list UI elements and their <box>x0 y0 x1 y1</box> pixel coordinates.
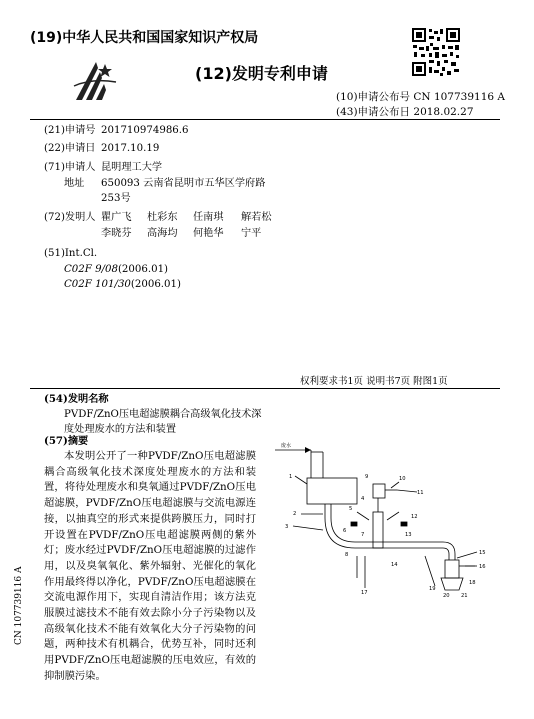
document-type: (12)发明专利申请 <box>195 64 328 83</box>
stats-divider <box>30 388 500 389</box>
application-date-label: (22)申请日 <box>44 143 96 154</box>
callout-label: 3 <box>285 524 289 530</box>
applicant-label: (71)申请人 <box>44 162 96 173</box>
inventor: 杜彩东 <box>147 212 178 223</box>
application-number: 201710974986.6 <box>101 125 189 136</box>
callout-label: 10 <box>399 476 406 482</box>
callout-label: 2 <box>293 511 297 517</box>
application-number-label: (21)申请号 <box>44 125 96 136</box>
page-counts: 权利要求书1页 说明书7页 附图1页 <box>300 376 448 387</box>
side-publication-code: CN 107739116 A <box>14 566 24 645</box>
ipc-code: C02F 101/30 <box>64 279 131 290</box>
callout-label: 12 <box>411 514 418 520</box>
inlet-label: 废水 <box>281 443 292 449</box>
address-label: 地址 <box>64 178 85 189</box>
inventor: 解若松 <box>241 212 272 223</box>
callout-label: 1 <box>289 474 293 480</box>
applicant: 昆明理工大学 <box>101 162 163 173</box>
inventor: 宁平 <box>241 228 262 239</box>
callout-label: 20 <box>443 593 450 598</box>
abstract-label: (57)摘要 <box>44 435 89 447</box>
cnipa-emblem-icon <box>72 58 118 102</box>
application-date: 2017.10.19 <box>101 143 160 154</box>
publication-number: (10)申请公布号 CN 107739116 A <box>336 91 505 103</box>
callout-label: 4 <box>361 496 365 502</box>
callout-label: 14 <box>391 562 398 568</box>
callout-label: 5 <box>349 506 353 512</box>
callout-label: 11 <box>417 490 424 496</box>
address-line-2: 253号 <box>101 193 131 204</box>
invention-title-line-2: 度处理废水的方法和装置 <box>64 424 177 435</box>
callout-label: 15 <box>479 550 486 556</box>
callout-label: 13 <box>405 532 412 538</box>
callout-label: 16 <box>479 564 486 570</box>
ipc-code: C02F 9/08 <box>64 264 118 275</box>
inventor: 何艳华 <box>193 228 224 239</box>
ipc-version: (2006.01) <box>130 279 181 290</box>
invention-title-line-1: PVDF/ZnO压电超滤膜耦合高级氧化技术深 <box>64 409 262 420</box>
ipc-version: (2006.01) <box>117 264 169 275</box>
address-line-1: 650093 云南省昆明市五华区学府路 <box>101 178 266 189</box>
callout-label: 6 <box>343 528 347 534</box>
header-divider <box>30 119 500 120</box>
title-label: (54)发明名称 <box>44 393 109 405</box>
qr-code-icon <box>411 27 461 77</box>
abstract-text: 本发明公开了一种PVDF/ZnO压电超滤膜耦合高级氧化技术深度处理废水的方法和装置，将待处理废水和臭氧通过PVDF/ZnO压电超滤膜，PVDF/ZnO压电超滤膜与交流电源连接，以抽真空的形式来提供跨膜压力，同时打开设置在PVDF/ZnO压电超滤膜两侧的紫外灯；废水经过PVDF/ZnO压电超滤膜的过滤作用，以及臭氧氧化、紫外辐射、光催化的氧化作用最终得以净化，PVDF/ZnO压电超滤膜在交流电源作用下，实现自清洁作用；该方法克服膜过滤技术不能有效去除小分子污染物以及高级氧化技术不能有效氧化大分子污染物的问题，两种技术有机耦合，优势互补，同时还利用PVDF/ZnO压电超滤膜的压电效应，有效的抑制膜污染。 <box>44 450 256 682</box>
callout-label: 18 <box>469 580 476 586</box>
inventors-label: (72)发明人 <box>44 212 96 223</box>
callout-label: 7 <box>361 532 365 538</box>
callout-label: 19 <box>429 586 436 592</box>
inventor: 高海均 <box>147 228 178 239</box>
office-name: (19)中华人民共和国国家知识产权局 <box>30 30 259 46</box>
callout-label: 21 <box>461 593 468 598</box>
apparatus-diagram <box>265 438 500 598</box>
callout-label: 9 <box>365 474 369 480</box>
inventor: 任南琪 <box>193 212 224 223</box>
inventor: 李晓芬 <box>101 228 132 239</box>
callout-label: 17 <box>361 590 368 596</box>
callout-label: 8 <box>345 552 349 558</box>
publication-date: (43)申请公布日 2018.02.27 <box>336 106 474 118</box>
ipc-label: (51)Int.Cl. <box>44 248 98 259</box>
inventor: 瞿广飞 <box>101 212 132 223</box>
